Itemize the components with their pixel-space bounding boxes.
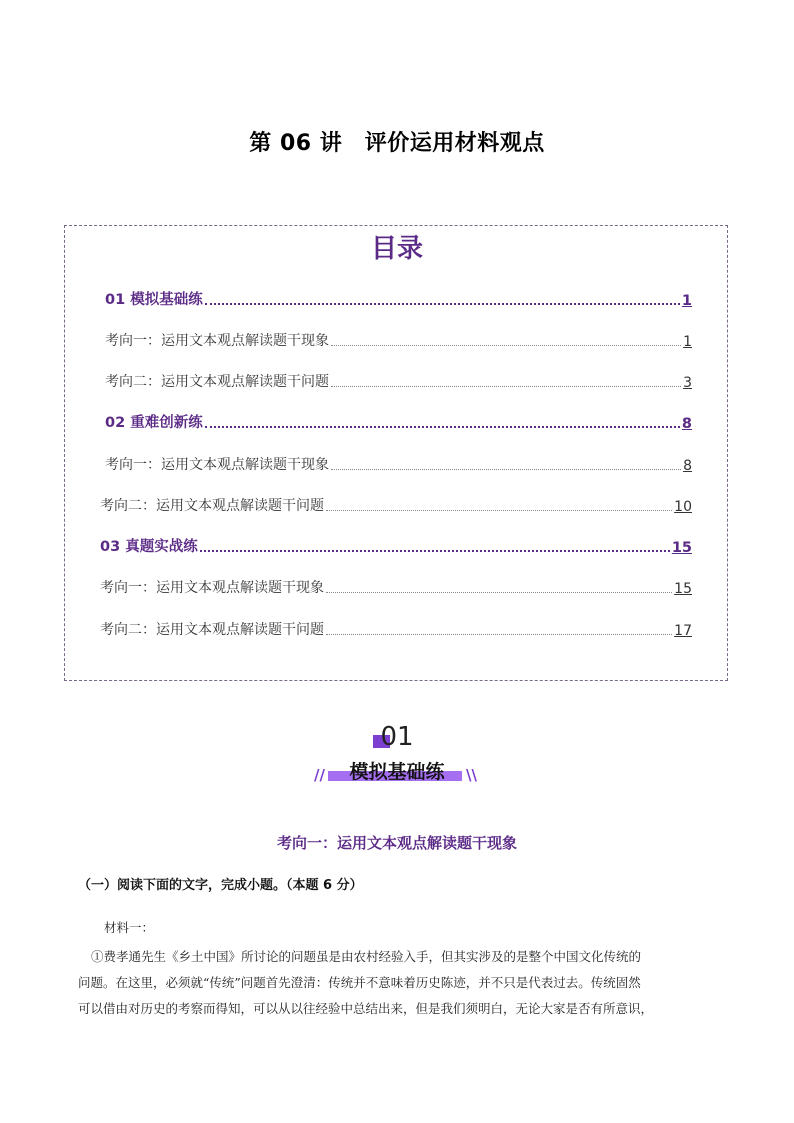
toc-entry-label: 考向一：运用文本观点解读题干现象 — [105, 333, 329, 349]
section-left-mark: // — [314, 766, 325, 784]
toc-entry[interactable] — [100, 495, 692, 515]
question-instruction: （一）阅读下面的文字，完成小题。（本题 6 分） — [78, 878, 363, 893]
toc-leader-dots — [331, 385, 681, 387]
section-name: 模拟基础练 — [349, 761, 445, 783]
toc-page-link[interactable]: 17 — [674, 623, 692, 639]
material-paragraph — [78, 944, 718, 1022]
toc-entry[interactable] — [105, 330, 692, 350]
toc-entry-label: 01 模拟基础练 — [105, 292, 203, 308]
toc-entry-label: 考向一：运用文本观点解读题干现象 — [105, 457, 329, 473]
toc-page-link[interactable]: 3 — [683, 375, 692, 391]
toc-page-link[interactable]: 8 — [681, 416, 692, 432]
paragraph-line: 问题。在这里，必须就“传统”问题首先澄清：传统并不意味着历史陈迹，并不只是代表过去。传统固然 — [78, 975, 641, 990]
toc-entry[interactable] — [105, 412, 692, 432]
toc-entry[interactable] — [100, 619, 692, 639]
toc-entry-label: 02 重难创新练 — [105, 415, 203, 431]
section-right-mark: \\ — [466, 766, 477, 784]
toc-leader-dots — [331, 468, 681, 470]
toc-leader-dots — [326, 633, 672, 635]
toc-heading: 目录 — [370, 234, 423, 264]
toc-entry-label: 考向二：运用文本观点解读题干问题 — [105, 374, 329, 390]
paragraph-line: 可以借由对历史的考察而得知，可以从以往经验中总结出来，但是我们须明白，无论大家是否有所意识， — [78, 1001, 654, 1016]
toc-leader-dots — [326, 591, 672, 593]
toc-entry[interactable] — [105, 371, 692, 391]
toc-entry-label: 考向二：运用文本观点解读题干问题 — [100, 498, 324, 514]
toc-leader-dots — [200, 549, 670, 552]
toc-page-link[interactable]: 15 — [674, 581, 692, 597]
toc-entry[interactable] — [100, 536, 692, 556]
toc-page-link[interactable]: 1 — [683, 334, 692, 350]
paragraph-line: ①费孝通先生《乡土中国》所讨论的问题虽是由农村经验入手，但其实涉及的是整个中国文化传统的 — [91, 949, 642, 964]
toc-page-link[interactable]: 1 — [681, 293, 692, 309]
toc-entry[interactable] — [100, 577, 692, 597]
toc-leader-dots — [205, 302, 680, 305]
toc-page-link[interactable]: 8 — [683, 458, 692, 474]
section-number: 01 — [380, 722, 414, 752]
toc-leader-dots — [331, 344, 681, 346]
toc-entry[interactable] — [105, 289, 692, 309]
material-label: 材料一： — [104, 920, 155, 935]
subsection-heading: 考向一：运用文本观点解读题干现象 — [276, 834, 517, 852]
toc-entry-label: 考向一：运用文本观点解读题干现象 — [100, 580, 324, 596]
toc-entry[interactable] — [105, 454, 692, 474]
toc-entry-label: 03 真题实战练 — [100, 539, 198, 555]
toc-page-link[interactable]: 15 — [671, 540, 692, 556]
toc-leader-dots — [205, 425, 680, 428]
page-title: 第 06 讲 评价运用材料观点 — [249, 131, 545, 156]
toc-page-link[interactable]: 10 — [674, 499, 692, 515]
toc-leader-dots — [326, 509, 672, 511]
toc-entry-label: 考向二：运用文本观点解读题干问题 — [100, 622, 324, 638]
